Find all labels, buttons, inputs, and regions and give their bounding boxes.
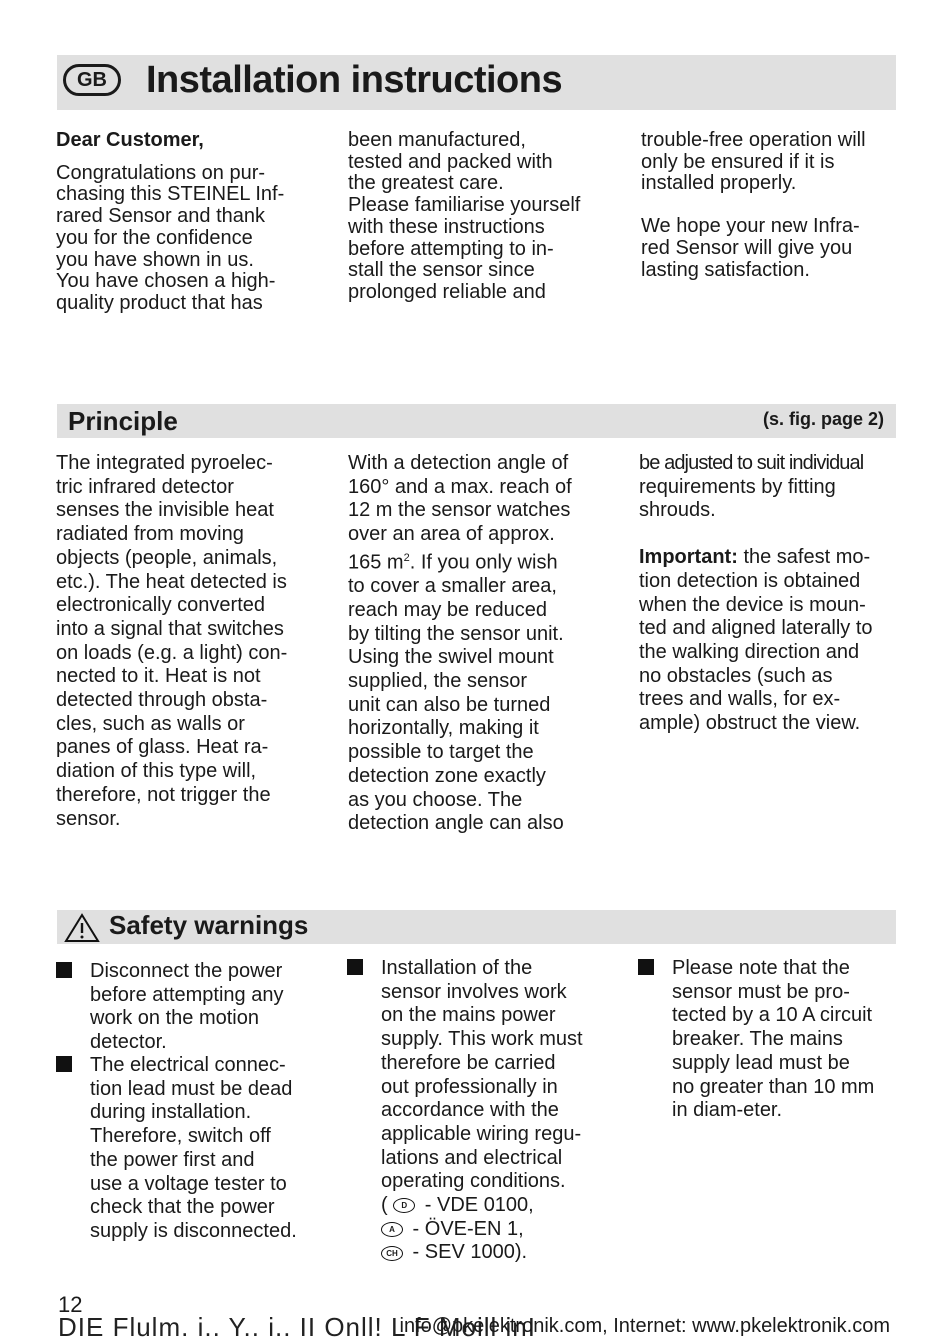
bullet-square-icon <box>56 1056 72 1072</box>
bullet-square-icon <box>56 962 72 978</box>
safety-bullet-1: Disconnect the power before attempting any work on the motion detector. <box>56 960 326 1055</box>
important-label: Important: <box>639 546 738 569</box>
safety-bullet-4: Please note that the sensor must be pro- tected by a 10 A circuit breaker. The mains supply lead must be no greater than 10 mm in diam-eter. <box>638 957 908 1123</box>
footer-contact: info@pkelektronik.com, Internet: www.pkelektronik.com <box>399 1315 890 1337</box>
page-number: 12 <box>58 1292 83 1317</box>
principle-column-2 <box>348 452 623 836</box>
principle-text-3: be adjusted to suit individual requirements by fitting shrouds. <box>639 452 864 522</box>
page-title: Installation instructions <box>146 59 563 101</box>
principle-column-3 <box>639 452 909 736</box>
intro-text-2: been manufactured, tested and packed with the greatest care. Please familiarise yourself with these instructions before attempting to in- stall the sensor since prolonged reliable and <box>348 129 581 303</box>
bullet-square-icon <box>347 959 363 975</box>
country-ch-badge: CH <box>381 1246 403 1261</box>
principle-heading: Principle <box>68 406 178 436</box>
safety-bullet-3: Installation of the sensor involves work on the mains power supply. This work must therefore be carried out professionally in accordance with the applicable wiring regu- lations and electrical operating conditions. ( D - VDE 0100, A - ÖVE-EN 1, CH - SEV 1000). <box>347 957 617 1265</box>
important-note: Important: the safest mo- tion detection is obtained when the device is moun- ted and aligned laterally to the walking direction and no obstacles (such as trees and walls, for ex- ample) obstruct the view. <box>639 546 873 735</box>
intro-text-3b: We hope your new Infra- red Sensor will give you lasting satisfaction. <box>641 215 860 281</box>
intro-text-1: Congratulations on pur- chasing this STEINEL Inf- rared Sensor and thank you for the confidence you have shown in us. You have chosen a high- quality product that has <box>56 161 285 314</box>
warning-triangle-icon <box>64 913 100 943</box>
country-d-badge: D <box>393 1198 415 1213</box>
principle-column-1 <box>56 452 331 831</box>
intro-column-1 <box>56 130 316 315</box>
bullet-square-icon <box>638 959 654 975</box>
greeting: Dear Customer, <box>56 129 204 151</box>
intro-column-3 <box>641 130 911 281</box>
country-a-badge: A <box>381 1222 403 1237</box>
language-badge: GB <box>63 64 121 96</box>
figure-reference: (s. fig. page 2) <box>762 409 884 429</box>
principle-text-2: With a detection angle of 160° and a max. reach of 12 m the sensor watches over an area of approx. 165 $m^2$. If you only wish to cover a smaller area, reach may be reduced by tilting the sensor unit. Using the swivel mount supplied, the sensor unit can also be turned horizontally, making it possible to target the detection zone exactly as you choose. The detection angle can also <box>348 452 572 835</box>
safety-heading: Safety warnings <box>109 910 309 940</box>
intro-column-2 <box>348 130 618 304</box>
principle-text-1: The integrated pyroelec- tric infrared detector senses the invisible heat radiated from moving objects (people, animals, etc.). The heat detected is electronically converted into a signal that switches on loads (e.g. a light) con- nected to it. Heat is not detected through obsta- cles, such as walls or panes of glass. Heat ra- diation of this type will, therefore, not trigger the sensor. <box>56 452 288 830</box>
safety-bullet-2: The electrical connec- tion lead must be dead during installation. Therefore, switch off the power first and use a voltage tester to check that the power supply is disconnected. <box>56 1054 326 1244</box>
country-standards: ( D - VDE 0100, A - ÖVE-EN 1, CH - SEV 1000). <box>381 1194 534 1264</box>
intro-text-3a: trouble-free operation will only be ensured if it is installed properly. <box>641 129 866 195</box>
footer-garbled-text: DIE Flulm. i.. Y.. i.. II Onll! L F Moill inI <box>58 1312 536 1342</box>
